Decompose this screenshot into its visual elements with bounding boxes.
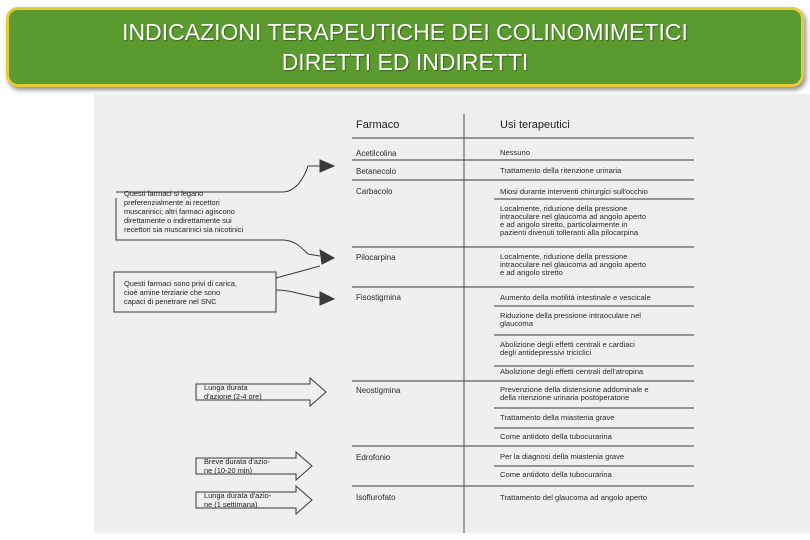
use-neostigmina-antidoto: Come antidoto della tubocurarina [500, 432, 612, 441]
use-carbacolo-miosi: Miosi durante interventi chirurgici sull'occhio [500, 187, 648, 196]
use-fisostigmina-glaucoma: Riduzione della pressione intraoculare nel glaucoma [500, 311, 641, 328]
drug-acetilcolina: Acetilcolina [356, 149, 397, 158]
use-fisostigmina-motilita: Aumento della motilità intestinale e vescicale [500, 293, 651, 302]
callout-very-long-duration: Lunga durata d'azio- ne (1 settimana) [204, 491, 272, 509]
use-edrofonio-antidoto: Come antidoto della tubocurarina [500, 470, 612, 479]
title-line-1: INDICAZIONI TERAPEUTICHE DEI COLINOMIMETICI [122, 19, 688, 45]
use-neostigmina-miastenia: Trattamento della miastenia grave [500, 413, 615, 422]
use-fisostigmina-atropina: Abolizione degli effetti centrali dell'atropina [500, 367, 644, 376]
drug-neostigmina: Neostigmina [356, 386, 401, 395]
use-neostigmina-prevenzione: Prevenzione della distensione addominale e della ritenzione urinaria postoperatorie [500, 385, 649, 402]
use-isofluorofato: Trattamento del glaucoma ad angolo aperto [500, 493, 648, 502]
drug-carbacolo: Carbacolo [356, 187, 393, 196]
use-carbacolo-glaucoma: Localmente, riduzione della pressione intraoculare nel glaucoma ad angolo aperto e ad angolo stretto, particolarmente in pazienti divenuti tolleranti alla pilocarpina [500, 204, 647, 237]
callout-tertiary: Questi farmaci sono privi di carica, cioè amine terziarie che sono capaci di penetrare nel SNC [124, 279, 237, 306]
arrowhead [320, 250, 334, 264]
drug-isofluorofato: Isoflurofato [356, 493, 396, 502]
drug-fisostigmina: Fisostigmina [356, 293, 401, 302]
title-line-2: DIRETTI ED INDIRETTI [281, 49, 529, 75]
drug-pilocarpina: Pilocarpina [356, 253, 396, 262]
callout-long-duration: Lunga durata d'azione (2-4 ore) [204, 383, 262, 401]
use-fisostigmina-antidepressivi: Abolizione degli effetti centrali e cardiaci degli antidepressivi triciclici [500, 340, 635, 357]
title-banner [6, 7, 804, 87]
arrow-to-fisostigmina [276, 290, 320, 298]
use-acetilcolina: Nessuno [500, 148, 530, 157]
arrowhead [320, 292, 334, 305]
header-farmaco: Farmaco [356, 119, 400, 131]
callout-muscarinic: Questi farmaci si legano preferenzialmente ai recettori muscarinici; altri farmaci agiscono direttamente o indirettamente sui recettori sia muscarinici sia nicotinici [124, 189, 244, 234]
use-betanecolo: Trattamento della ritenzione urinaria [500, 166, 622, 175]
use-edrofonio-diagnosi: Per la diagnosi della miastenia grave [500, 452, 625, 461]
header-usi-terapeutici: Usi terapeutici [500, 119, 570, 131]
drug-betanecolo: Betanecolo [356, 167, 397, 176]
callout-short-duration: Breve durata d'azio- ne (10-20 min) [204, 457, 270, 475]
arrowhead [320, 160, 334, 172]
table-drawing [94, 94, 810, 533]
use-pilocarpina: Localmente, riduzione della pressione intraoculare nel glaucoma ad angolo aperto e ad angolo stretto [500, 252, 647, 277]
drug-edrofonio: Edrofonio [356, 453, 391, 462]
scanned-table-figure [94, 94, 810, 533]
arrow-to-pilocarpina-2 [276, 266, 320, 278]
